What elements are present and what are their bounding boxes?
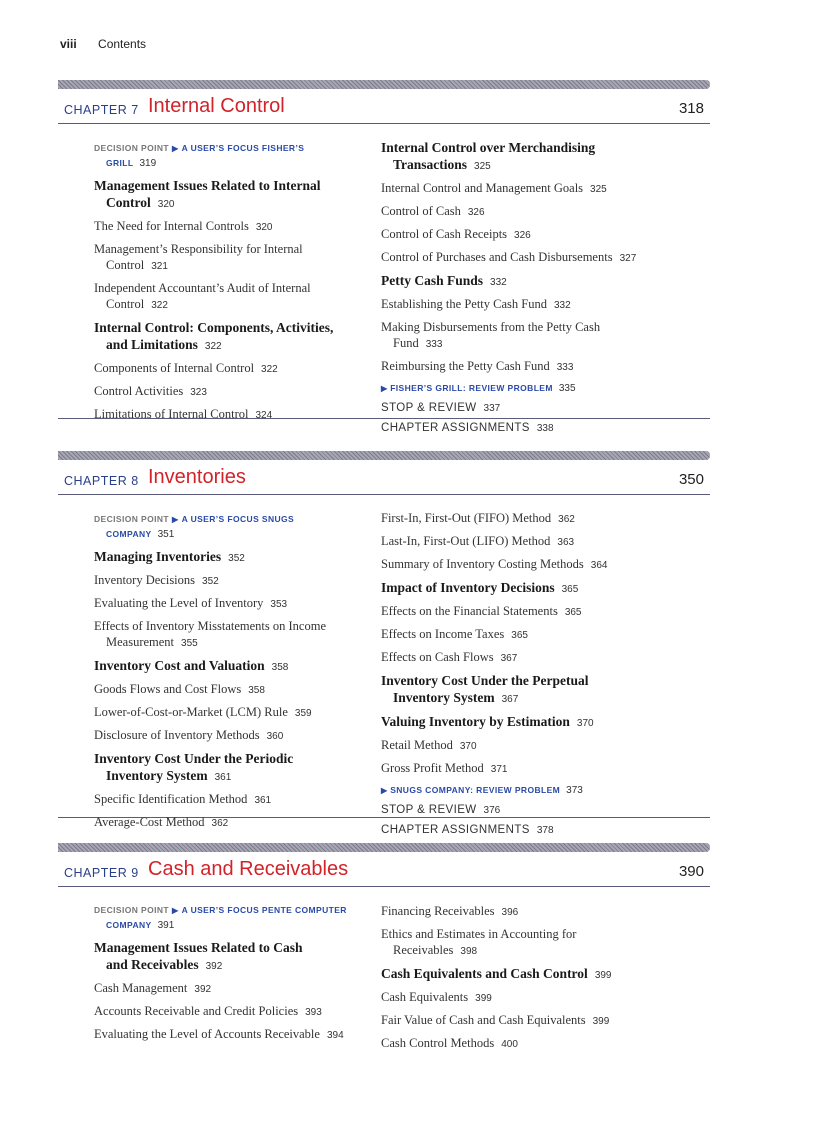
entry-title-continued: and Limitations <box>106 337 198 352</box>
entry-title: Management’s Responsibility for Internal <box>94 242 303 256</box>
entry-continuation <box>94 156 364 171</box>
decision-point-company: COMPANY <box>106 529 152 539</box>
toc-entry-link[interactable] <box>94 791 364 809</box>
toc-entry-link[interactable] <box>94 383 364 401</box>
entry-title: Cash Management <box>94 981 188 995</box>
toc-entry-link[interactable] <box>94 1026 364 1044</box>
triangle-right-icon: ▶ <box>172 906 179 915</box>
toc-entry-link[interactable] <box>381 649 656 667</box>
entry-continuation <box>94 634 364 652</box>
entry-title: Effects on Cash Flows <box>381 650 494 664</box>
page-number: 360 <box>266 731 284 742</box>
page-number: 394 <box>326 1030 344 1041</box>
page-number: 370 <box>459 741 477 752</box>
entry-title: Evaluating the Level of Accounts Receivable <box>94 1027 320 1041</box>
toc-entry-link[interactable] <box>381 760 656 778</box>
entry-continuation <box>94 194 364 213</box>
chapter-title: Cash and Receivables <box>148 858 349 880</box>
toc-entry-link[interactable] <box>94 572 364 590</box>
chapter-part-link[interactable] <box>381 823 656 838</box>
page-number: 322 <box>261 364 278 375</box>
page-number: 321 <box>151 261 168 272</box>
toc-entry-link[interactable] <box>94 704 364 722</box>
page-number: 355 <box>181 638 198 649</box>
review-problem-link[interactable] <box>381 783 656 798</box>
entry-continuation <box>381 942 656 960</box>
page-folio: viii <box>60 37 77 51</box>
chapter-block <box>58 843 710 887</box>
page-number: 361 <box>214 772 232 783</box>
page-number: 363 <box>557 537 575 548</box>
entry-title: First-In, First-Out (FIFO) Method <box>381 511 552 525</box>
page-number: 362 <box>558 514 575 525</box>
page-number: 325 <box>474 161 491 172</box>
page-number: 333 <box>425 339 443 350</box>
page-number: 371 <box>490 764 508 775</box>
entry-continuation <box>381 156 656 175</box>
entry-title: Control Activities <box>94 384 184 398</box>
entry-continuation <box>94 336 364 355</box>
page-number: 391 <box>157 920 175 931</box>
page-number: 326 <box>514 230 531 241</box>
page-number: 320 <box>157 199 175 210</box>
right-column <box>381 903 656 1058</box>
section-heading-link[interactable] <box>94 177 364 213</box>
entry-title: Internal Control: Components, Activities, <box>94 320 334 335</box>
entry-title: Control of Purchases and Cash Disbursements <box>381 250 613 264</box>
entry-title: Cash Control Methods <box>381 1036 495 1050</box>
toc-entry-link[interactable] <box>381 926 656 960</box>
entry-title: Goods Flows and Cost Flows <box>94 682 242 696</box>
page-number: 320 <box>255 222 273 233</box>
entry-title: Average-Cost Method <box>94 815 205 829</box>
decision-point-focus: A USER’S FOCUS PENTE COMPUTER <box>181 905 347 915</box>
entry-title: Control of Cash Receipts <box>381 227 508 241</box>
entry-continuation <box>381 689 656 708</box>
entry-title: Evaluating the Level of Inventory <box>94 596 264 610</box>
chapter-page-number: 390 <box>678 863 704 880</box>
entry-title: Management Issues Related to Cash <box>94 940 303 955</box>
entry-title: Valuing Inventory by Estimation <box>381 714 570 729</box>
page-number: 358 <box>271 662 289 673</box>
chapter-band <box>58 843 710 852</box>
page-number: 399 <box>475 993 492 1004</box>
section-heading-link[interactable] <box>94 657 364 676</box>
page-number: 322 <box>204 341 222 352</box>
review-problem-title: FISHER’S GRILL: REVIEW PROBLEM <box>390 383 553 393</box>
page-number: 351 <box>157 529 175 540</box>
entry-title: Independent Accountant’s Audit of Internal <box>94 281 311 295</box>
entry-title: Disclosure of Inventory Methods <box>94 728 260 742</box>
page-number: 399 <box>594 970 612 981</box>
entry-title-continued: Fund <box>393 336 419 350</box>
entry-title: Making Disbursements from the Petty Cash <box>381 320 601 334</box>
decision-point-company: GRILL <box>106 158 134 168</box>
page-number: 335 <box>558 383 576 394</box>
entry-title: Petty Cash Funds <box>381 273 484 288</box>
entry-title: Inventory Decisions <box>94 573 196 587</box>
page-number: 323 <box>190 387 207 398</box>
toc-entry-link[interactable] <box>381 626 656 644</box>
chapter-header[interactable] <box>58 852 710 887</box>
page-number: 365 <box>561 584 579 595</box>
page-number: 324 <box>255 410 273 421</box>
toc-entry-link[interactable] <box>381 603 656 621</box>
entry-title: Effects on Income Taxes <box>381 627 505 641</box>
page-number: 338 <box>536 423 554 434</box>
section-heading-link[interactable] <box>381 965 656 984</box>
entry-title: STOP & REVIEW <box>381 804 477 816</box>
chapter-block <box>58 451 710 495</box>
toc-entry-link[interactable] <box>94 681 364 699</box>
entry-title: Inventory Cost and Valuation <box>94 658 265 673</box>
decision-point-label: DECISION POINT <box>94 514 170 524</box>
entry-continuation <box>94 956 364 975</box>
triangle-right-icon: ▶ <box>381 384 391 393</box>
chapter-title: Inventories <box>148 466 246 488</box>
toc-entry-link[interactable] <box>381 737 656 755</box>
chapter-header[interactable] <box>58 89 710 124</box>
page-number: 364 <box>590 560 608 571</box>
entry-title: Financing Receivables <box>381 904 495 918</box>
chapter-band <box>58 451 710 460</box>
decision-point-label: DECISION POINT <box>94 905 170 915</box>
toc-entry-link[interactable] <box>94 280 364 314</box>
chapter-part-link[interactable] <box>381 803 656 818</box>
page-number: 322 <box>151 300 168 311</box>
toc-entry-link[interactable] <box>381 226 656 244</box>
running-head-title: Contents <box>98 37 147 51</box>
page-number: 376 <box>483 805 501 816</box>
entry-title: Control of Cash <box>381 204 461 218</box>
page-number: 359 <box>294 708 312 719</box>
toc-entry-link[interactable] <box>94 241 364 275</box>
toc-entry-link[interactable] <box>381 989 656 1007</box>
entry-title: Specific Identification Method <box>94 792 248 806</box>
toc-entry-link[interactable] <box>381 319 656 353</box>
decision-point-label: DECISION POINT <box>94 143 170 153</box>
toc-entry-link[interactable] <box>94 727 364 745</box>
toc-entry-link[interactable] <box>381 1012 656 1030</box>
entry-title: Lower-of-Cost-or-Market (LCM) Rule <box>94 705 288 719</box>
decision-point-company: COMPANY <box>106 920 152 930</box>
page-number: 362 <box>211 818 229 829</box>
toc-entry-link[interactable] <box>381 533 656 551</box>
triangle-right-icon: ▶ <box>172 515 179 524</box>
page-number: 392 <box>194 984 212 995</box>
toc-entry-link[interactable] <box>94 360 364 378</box>
entry-continuation <box>381 335 656 353</box>
entry-title-continued: Measurement <box>106 635 175 649</box>
page-number: 319 <box>139 158 157 169</box>
decision-point-focus: A USER’S FOCUS SNUGS <box>181 514 295 524</box>
entry-title-continued: Receivables <box>393 943 454 957</box>
entry-title: Internal Control over Merchandising <box>381 140 596 155</box>
chapter-part-link[interactable] <box>381 421 656 436</box>
page-number: 352 <box>228 553 245 564</box>
page-number: 332 <box>553 300 571 311</box>
page-number: 399 <box>592 1016 610 1027</box>
page-number: 333 <box>556 362 574 373</box>
entry-continuation <box>94 296 364 314</box>
entry-title: Impact of Inventory Decisions <box>381 580 555 595</box>
entry-title: STOP & REVIEW <box>381 402 477 414</box>
entry-continuation <box>94 527 364 542</box>
entry-title: Components of Internal Control <box>94 361 255 375</box>
entry-title: Inventory Cost Under the Perpetual <box>381 673 589 688</box>
toc-entry-link[interactable] <box>381 296 656 314</box>
entry-title: Effects of Inventory Misstatements on Income <box>94 619 327 633</box>
entry-title: The Need for Internal Controls <box>94 219 249 233</box>
chapter-header[interactable] <box>58 460 710 495</box>
left-column <box>94 141 364 429</box>
decision-point-focus: A USER’S FOCUS FISHER’S <box>181 143 305 153</box>
chapter-band <box>58 80 710 89</box>
entry-title: Cash Equivalents <box>381 990 469 1004</box>
chapter-block <box>58 80 710 124</box>
right-column <box>381 139 656 441</box>
entry-title-continued: Control <box>106 195 151 210</box>
page-number: 361 <box>254 795 272 806</box>
page-number: 367 <box>501 694 519 705</box>
triangle-right-icon: ▶ <box>381 786 391 795</box>
toc-entry-link[interactable] <box>94 595 364 613</box>
entry-title: Summary of Inventory Costing Methods <box>381 557 584 571</box>
page-number: 365 <box>511 630 528 641</box>
entry-continuation <box>94 767 364 786</box>
page-number: 373 <box>566 785 583 796</box>
section-heading-link[interactable] <box>381 672 656 708</box>
page-number: 358 <box>248 685 265 696</box>
entry-title: CHAPTER ASSIGNMENTS <box>381 824 530 836</box>
toc-entry-link[interactable] <box>381 556 656 574</box>
chapter-title: Internal Control <box>148 95 285 117</box>
section-heading-link[interactable] <box>381 272 656 291</box>
entry-continuation <box>94 257 364 275</box>
section-heading-link[interactable] <box>381 579 656 598</box>
page-number: 332 <box>490 277 507 288</box>
page-number: 353 <box>270 599 288 610</box>
right-column <box>381 510 656 843</box>
toc-entry-link[interactable] <box>381 510 656 528</box>
entry-title: Inventory Cost Under the Periodic <box>94 751 294 766</box>
entry-title: Retail Method <box>381 738 453 752</box>
entry-title: Management Issues Related to Internal <box>94 178 321 193</box>
entry-title-continued: Inventory System <box>106 768 208 783</box>
entry-title-continued: Inventory System <box>393 690 495 705</box>
entry-title: Establishing the Petty Cash Fund <box>381 297 547 311</box>
section-heading-link[interactable] <box>381 139 656 175</box>
entry-title-continued: Control <box>106 297 145 311</box>
decision-point-link[interactable] <box>94 141 364 171</box>
page-number: 327 <box>619 253 637 264</box>
toc-entry-link[interactable] <box>94 218 364 236</box>
triangle-right-icon: ▶ <box>172 144 179 153</box>
toc-entry-link[interactable] <box>381 180 656 198</box>
toc-entry-link[interactable] <box>381 358 656 376</box>
page-number: 378 <box>536 825 554 836</box>
toc-entry-link[interactable] <box>94 618 364 652</box>
toc-entry-link[interactable] <box>94 406 364 424</box>
chapter-page-number: 318 <box>678 100 704 117</box>
entry-title: CHAPTER ASSIGNMENTS <box>381 422 530 434</box>
running-head <box>60 37 146 51</box>
decision-point-link[interactable] <box>94 512 364 542</box>
chapter-part-link[interactable] <box>381 401 656 416</box>
toc-entry-link[interactable] <box>94 980 364 998</box>
entry-title-continued: Transactions <box>393 157 468 172</box>
chapter-label: CHAPTER 9 <box>64 866 139 880</box>
decision-point-link[interactable] <box>94 903 364 933</box>
page-number: 365 <box>564 607 582 618</box>
entry-title-continued: and Receivables <box>106 957 199 972</box>
entry-title: Last-In, First-Out (LIFO) Method <box>381 534 551 548</box>
entry-title: Fair Value of Cash and Cash Equivalents <box>381 1013 586 1027</box>
entry-continuation <box>94 918 364 933</box>
section-heading-link[interactable] <box>94 939 364 975</box>
toc-entry-link[interactable] <box>381 203 656 221</box>
toc-entry-link[interactable] <box>381 1035 656 1053</box>
toc-entry-link[interactable] <box>381 249 656 267</box>
toc-entry-link[interactable] <box>381 903 656 921</box>
entry-title: Gross Profit Method <box>381 761 484 775</box>
entry-title: Ethics and Estimates in Accounting for <box>381 927 577 941</box>
section-heading-link[interactable] <box>94 319 364 355</box>
section-heading-link[interactable] <box>94 548 364 567</box>
entry-title: Accounts Receivable and Credit Policies <box>94 1004 299 1018</box>
page-number: 370 <box>576 718 594 729</box>
chapter-page-number: 350 <box>678 471 704 488</box>
page-number: 325 <box>590 184 607 195</box>
entry-title: Cash Equivalents and Cash Control <box>381 966 588 981</box>
toc-entry-link[interactable] <box>94 814 364 832</box>
entry-title-continued: Control <box>106 258 145 272</box>
left-column <box>94 512 364 837</box>
section-heading-link[interactable] <box>94 750 364 786</box>
chapter-label: CHAPTER 8 <box>64 474 139 488</box>
entry-title: Reimbursing the Petty Cash Fund <box>381 359 550 373</box>
page-number: 396 <box>501 907 519 918</box>
section-heading-link[interactable] <box>381 713 656 732</box>
page-number: 393 <box>305 1007 322 1018</box>
review-problem-link[interactable] <box>381 381 656 396</box>
left-column <box>94 903 364 1049</box>
page-number: 398 <box>460 946 478 957</box>
toc-entry-link[interactable] <box>94 1003 364 1021</box>
page-number: 326 <box>467 207 485 218</box>
page-number: 337 <box>483 403 501 414</box>
entry-title: Internal Control and Management Goals <box>381 181 584 195</box>
page-number: 367 <box>500 653 518 664</box>
entry-title: Limitations of Internal Control <box>94 407 249 421</box>
page-number: 352 <box>202 576 219 587</box>
review-problem-title: SNUGS COMPANY: REVIEW PROBLEM <box>390 785 561 795</box>
entry-title: Effects on the Financial Statements <box>381 604 558 618</box>
entry-title: Managing Inventories <box>94 549 222 564</box>
page-number: 392 <box>205 961 223 972</box>
page-number: 400 <box>501 1039 518 1050</box>
chapter-label: CHAPTER 7 <box>64 103 139 117</box>
